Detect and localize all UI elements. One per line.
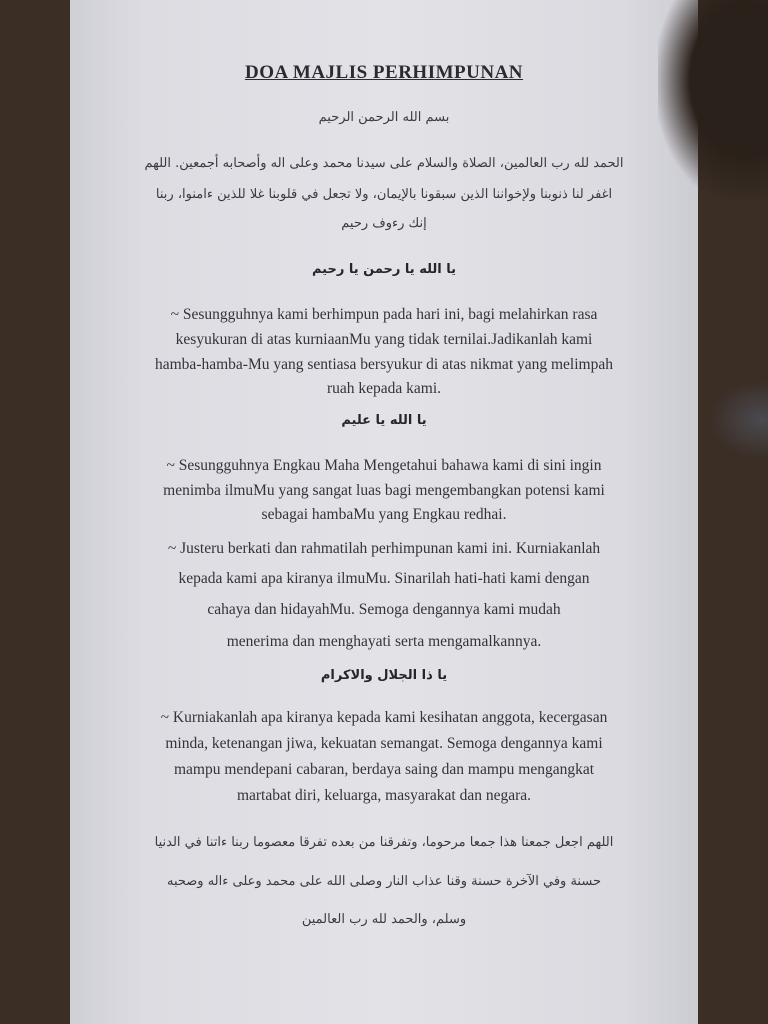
document-title: DOA MAJLIS PERHIMPUNAN [244,62,524,83]
paragraph-4-line: ~ Kurniakanlah apa kiranya kepada kami kesihatan anggota, kecergasan [160,709,608,726]
invocation-2: يا الله يا عليم [341,413,427,428]
paragraph-2-line: ~ Sesungguhnya Engkau Maha Mengetahui bahawa kami di sini ingin [166,457,602,474]
intro-arabic-line: اغفر لنا ذنوبنا ولإخواننا الذين سبقونا بالإيمان، ولا تجعل في قلوبنا غلا للذين ءامنوا، ربنا [155,187,613,202]
paragraph-1-line: ~ Sesungguhnya kami berhimpun pada hari ini, bagi melahirkan rasa [170,306,598,323]
closing-arabic-line: حسنة وفي الآخرة حسنة وقنا عذاب النار وصلى الله على محمد وعلى ءاله وصحبه [166,874,601,889]
intro-arabic-line: الحمد لله رب العالمين، الصلاة والسلام على سيدنا محمد وعلى اله وأصحابه أجمعين. اللهم [144,156,624,171]
paragraph-4-line: minda, ketenangan jiwa, kekuatan semangat. Semoga dengannya kami [165,735,603,752]
basmalah: بسم الله الرحمن الرحيم [318,110,450,125]
invocation-3: يا ذا الجلال والاكرام [320,668,448,683]
shadow-right [708,380,768,460]
paragraph-3-line: cahaya dan hidayahMu. Semoga dengannya kami mudah [207,601,561,618]
invocation-1: يا الله يا رحمن يا رحيم [311,262,457,277]
paragraph-3-line: menerima dan menghayati serta mengamalkannya. [226,633,542,650]
intro-arabic-line: إنك رءوف رحيم [341,216,427,231]
paragraph-1-line: kesyukuran di atas kurniaanMu yang tidak ternilai.Jadikanlah kami [175,331,593,348]
closing-arabic-line: اللهم اجعل جمعنا هذا جمعا مرحوما، وتفرقنا من بعده تفرقا معصوما ربنا ءاتنا في الدنيا [154,835,614,850]
paragraph-3-line: ~ Justeru berkati dan rahmatilah perhimpunan kami ini. Kurniakanlah [167,540,601,557]
closing-arabic-line: وسلم، والحمد لله رب العالمين [301,912,467,927]
paragraph-3-line: kepada kami apa kiranya ilmuMu. Sinarilah hati-hati kami dengan [178,570,590,587]
paragraph-2-line: sebagai hambaMu yang Engkau redhai. [261,506,507,523]
paragraph-4-line: martabat diri, keluarga, masyarakat dan negara. [236,787,532,804]
paragraph-1-line: ruah kepada kami. [326,380,442,397]
paragraph-4-line: mampu mendepani cabaran, berdaya saing dan mampu mengangkat [173,761,595,778]
paragraph-1-line: hamba-hamba-Mu yang sentiasa bersyukur di atas nikmat yang melimpah [155,356,613,373]
paragraph-2-line: menimba ilmuMu yang sangat luas bagi mengembangkan potensi kami [163,482,605,499]
